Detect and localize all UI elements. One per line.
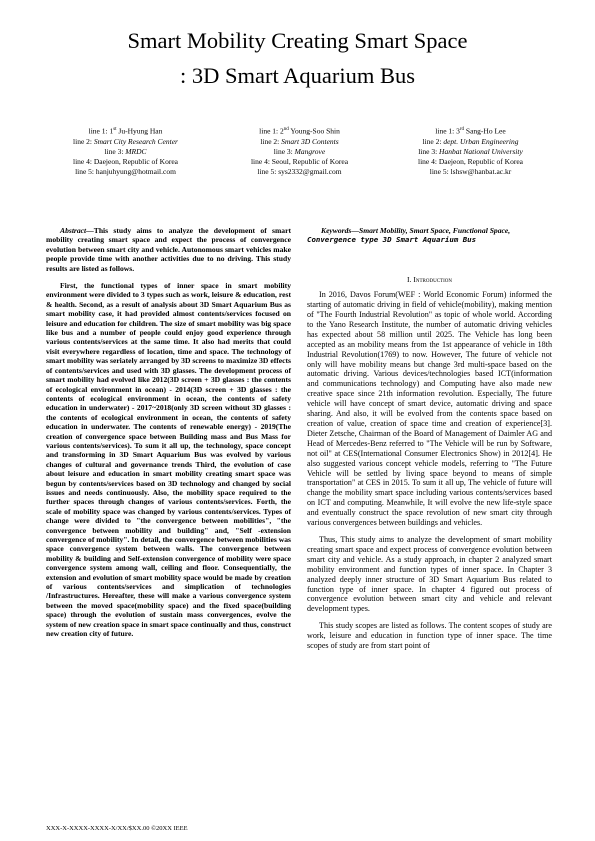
- author-location: line 4: Daejeon, Republic of Korea: [73, 157, 178, 167]
- author-location: line 4: Seoul, Republic of Korea: [250, 157, 349, 167]
- paper-title-line-1: Smart Mobility Creating Smart Space: [127, 28, 468, 53]
- abstract-paragraph: Abstract—This study aims to analyze the development of smart mobility creating smart space and expect the process of convergence evolution between smart city and vehicle. Autonomous smart vehicles make people provide time with another activities due to no driving. This study results are listed as follows.: [46, 226, 291, 273]
- keywords-label: Keywords: [321, 226, 352, 235]
- intro-paragraph-1: In 2016, Davos Forum(WEF : World Economic Forum) informed the starting of automatic driving in field of vehicle(mobility), making mention of "The Fourth Industrial Revolution" as topic of whole world. According to the Yano Research Institute, the number of automatic driving vehicles has expected about 58 million until 2025. The Vehicle has long been accepted as an mobility means from the 1st appearance of vehicle in 18th Industrial Revolution(1769) to now. However, The future of vehicle not only will have mobility means but change 3rd multi-space based on the automatic driving. Various devices/technologies based ICT(information and communications technology) and Computing have also made new creative space since 21th information revolution. Especially, The future vehicle will have concept of smart device, automatic driving and space sharing. And also, it will be evolved from the contents space based on creation of value, creation of space time and creation of experience[3]. Dieter Zetsche, Chairman of the Board of Management of Daimler AG and Head of Mercedes-Benz referred to "The Vehicle will be run by Software, not oil" at CES(International Consumer Electronics Show) in 2012[4]. He also suggested various concept vehicle models, referring to "The Future Vehicle will be settled by living space beyond to means of simple transportation" at CES in 2015. To sum it all up, The vehicle of future will change the mobility smart space including various contents/services based on ICT and computing. Meanwhile, It will evolve the new life-style space and eventually construct the space revolution of new smart city through various convergences between buildings and vehicles.: [307, 290, 552, 528]
- author-organization: line 2: Smart 3D Contents: [260, 136, 339, 146]
- author-name: line 1: 3rd Sang-Ho Lee: [435, 126, 506, 136]
- abstract-label: Abstract: [60, 226, 87, 235]
- author-email: line 5: hanjuhyung@hotmail.com: [75, 167, 176, 177]
- author-name: line 1: 1st Ju-Hyung Han: [88, 126, 163, 136]
- author-name: line 1: 2nd Young-Soo Shin: [259, 126, 340, 136]
- author-email: line 5: lshsw@hanbat.ac.kr: [429, 167, 512, 177]
- author-department: line 3: MRDC: [104, 146, 147, 156]
- author-block-1: [38, 125, 213, 178]
- right-column: [307, 226, 552, 658]
- abstract-findings-paragraph: First, the functional types of inner space in smart mobility environment were divided to 3 types such as work, leisure & education, rest & health. Second, as a result of analysis about 3D Smart Aquarium Bus as smart mobility case, it had provided almost contents/services focused on leisure and education for children. The size of smart mobility was big space like bus and a number of people could enjoy good experience through various contents/services at the same time. It also had merits that could visit everywhere regardless of location, time and space. The technology of smart mobility was seriately arranged by 3D screens to maximize 3D effects of contents/services and used with 3D glasses. The development process of smart mobility had evolved like 2012(3D screen + 3D glasses : the contents of ecological environment in ocean) - 2014(3D screen + 3D glasses : the contents of ecological environment in ocean, the contents of safety education in underwater) - 2017~2018(only 3D screen without 3D glasses : the contents of ecological environment in ocean, the contents of safety education in underwater. The contents of renewable energy) - 2019(The creation of convergence space between Building mass and Bus Mass for various contents/services). To sum it all up, the technology, space concept and transforming in 3D Smart Aquarium Bus was evolved by various changes of cultural and governance trends Third, the evolution of case about leisure and education in smart mobility creating smart space was begun by contents/services based on 3D technology and changed by social issues and needs continuously. Also, the mobility space required to the further spaces through changes of various contents/services. Forth, the scale of mobility space was changed by various contents/services. Types of change were divided to "the convergence between mobilities", "the convergence between mobility and building" and, "Self -extension convergence of mobility". In detail, the convergence between mobilities was space convergence system between walls. The convergence between mobility & building and Self-extension convergence of mobility were space convergence system among wall, ceiling and floor. Consequentially, the extension and evolution of smart mobility space would be made by creation of various contents/services and simplication of technologies /Infrastructures. Hereafter, these will make a various convergence system between the moved space(mobility space) and the fixed space(building space) through the evolution of sustain mass convergences, evolve the system of new creation space in smart space continually and thus, construct new creation city of future.: [46, 281, 291, 639]
- left-column: [46, 226, 291, 646]
- author-block-3: [383, 125, 558, 178]
- keywords-line-2: Convergence type 3D Smart Aquarium Bus: [307, 235, 477, 245]
- keywords-line: Keywords—Smart Mobility, Smart Space, Functional Space,: [321, 226, 511, 235]
- section-heading-introduction: I. Introduction: [407, 274, 452, 284]
- author-email: line 5: sys2332@gmail.com: [257, 167, 342, 177]
- intro-paragraph-2: Thus, This study aims to analyze the development of smart mobility creating smart space and expect process of convergence evolution between smart city and vehicle. As a study approach, in chapter 2 analyzed smart mobility environment and function types of inner space. In Chapter 3 analyzed deeply inner structure of 3D Smart Aquarium Bus related to function type of inner space. In chapter 4 figured out process of convergence evolution between smart city and vehicle and relevant development types.: [307, 534, 552, 614]
- author-department: line 3: Hanbat National University: [418, 146, 523, 156]
- author-department: line 3: Mangrove: [273, 146, 326, 156]
- author-organization: line 2: dept. Urban Engineering: [422, 136, 519, 146]
- paper-title-line-2: : 3D Smart Aquarium Bus: [180, 63, 415, 88]
- intro-paragraph-3: This study scopes are listed as follows. The content scopes of study are work, leisure and education in function type of inner space. The time scopes of study are from start point of: [307, 621, 552, 651]
- author-location: line 4: Daejeon, Republic of Korea: [418, 157, 523, 167]
- author-organization: line 2: Smart City Research Center: [73, 136, 178, 146]
- copyright-footer: XXX-X-XXXX-XXXX-X/XX/$XX.00 ©20XX IEEE: [46, 825, 188, 832]
- author-block-2: [212, 125, 387, 178]
